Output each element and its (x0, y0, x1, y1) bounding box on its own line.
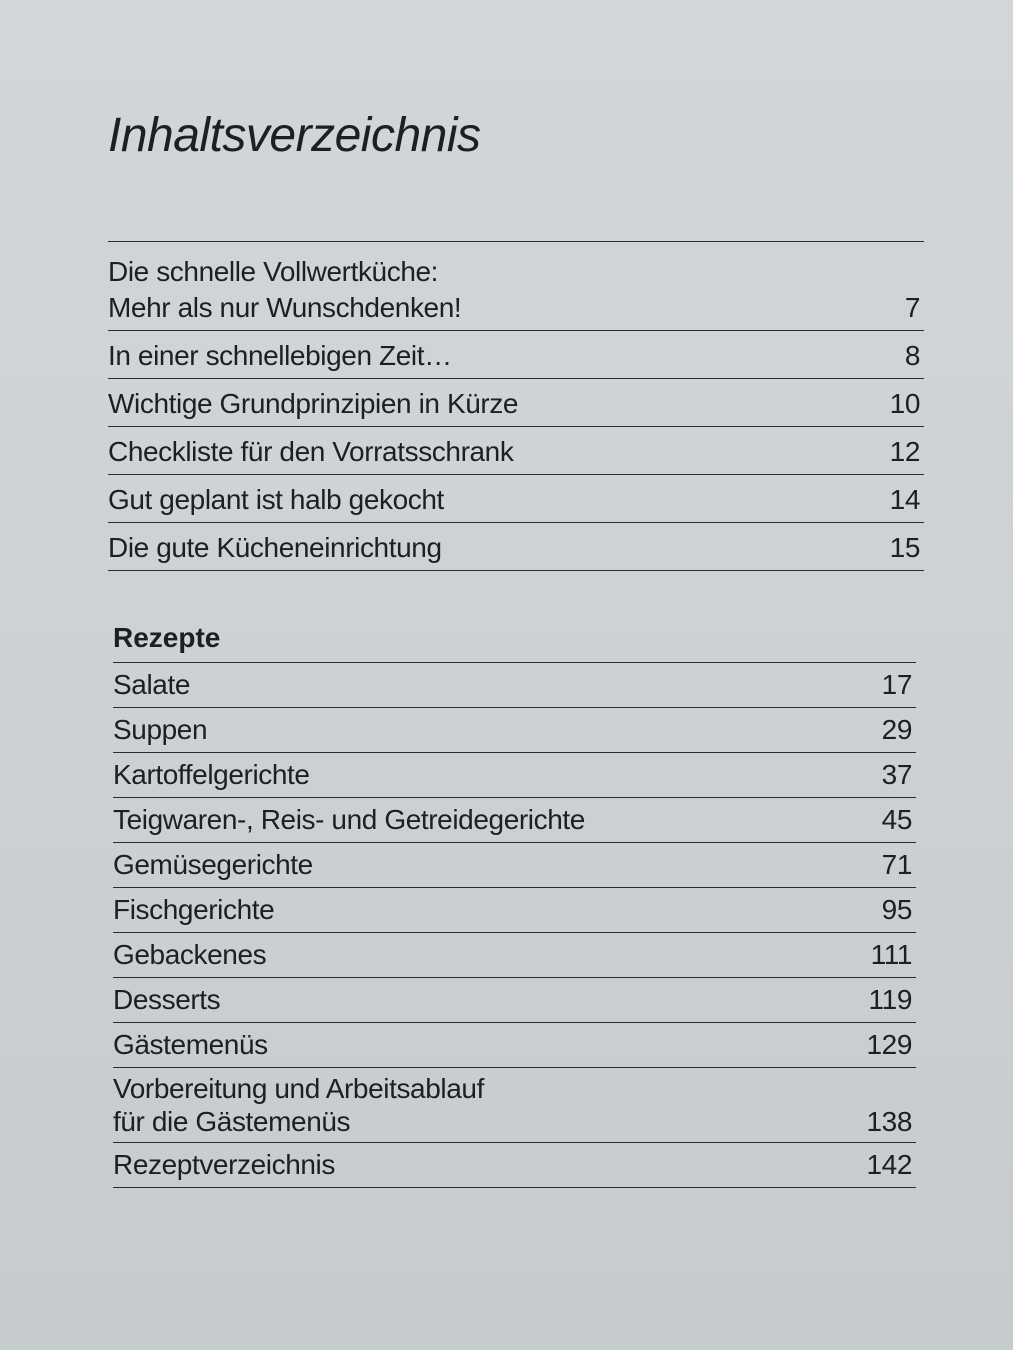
toc-label: Vorbereitung und Arbeitsablauf für die Gästemenüs (113, 1073, 484, 1137)
toc-page-number: 119 (868, 984, 912, 1015)
toc-page-number: 129 (866, 1029, 912, 1060)
intro-section (108, 241, 924, 571)
toc-page-number: 10 (889, 388, 920, 419)
toc-row (108, 523, 924, 571)
toc-page-number: 7 (904, 292, 920, 323)
toc-label: Salate (113, 669, 190, 700)
toc-page-number: 95 (881, 894, 912, 925)
toc-label: In einer schnellebigen Zeit… (108, 340, 452, 371)
toc-row (113, 888, 916, 933)
toc-row (108, 331, 924, 379)
toc-row (113, 708, 916, 753)
toc-row (113, 663, 916, 708)
toc-row (113, 933, 916, 978)
toc-page-number: 37 (881, 759, 912, 790)
toc-label: Kartoffelgerichte (113, 759, 310, 790)
toc-label: Die gute Kücheneinrichtung (108, 532, 442, 563)
page-title: Inhaltsverzeichnis (108, 109, 481, 162)
recipes-section (113, 614, 916, 1188)
toc-label: Gästemenüs (113, 1029, 268, 1060)
toc-label: Gebackenes (113, 939, 267, 970)
toc-row (108, 475, 924, 523)
toc-page-number: 142 (866, 1149, 912, 1180)
toc-row (108, 379, 924, 427)
toc-label: Rezeptverzeichnis (113, 1149, 335, 1180)
toc-page-number: 17 (881, 669, 912, 700)
toc-page-number: 71 (881, 849, 912, 880)
toc-page-number: 138 (866, 1106, 912, 1137)
toc-row (108, 427, 924, 475)
toc-row (113, 753, 916, 798)
toc-label: Teigwaren-, Reis- und Getreidegerichte (113, 804, 585, 835)
toc-label: Wichtige Grundprinzipien in Kürze (108, 388, 519, 419)
recipes-heading: Rezepte (113, 614, 916, 663)
toc-page-number: 29 (881, 714, 912, 745)
toc-row (113, 1023, 916, 1068)
toc-label: Gemüsegerichte (113, 849, 313, 880)
toc-page-number: 111 (870, 939, 912, 970)
toc-page-number: 45 (881, 804, 912, 835)
toc-label: Suppen (113, 714, 208, 745)
toc-row (113, 798, 916, 843)
toc-page-number: 12 (889, 436, 920, 467)
toc-row (113, 843, 916, 888)
toc-page-number: 15 (889, 532, 920, 563)
toc-row (113, 978, 916, 1023)
toc-label: Fischgerichte (113, 894, 275, 925)
toc-label: Gut geplant ist halb gekocht (108, 484, 444, 515)
toc-label: Desserts (113, 984, 221, 1015)
toc-page-number: 14 (889, 484, 920, 515)
toc-row (113, 1068, 916, 1143)
toc-row (113, 1143, 916, 1188)
toc-row (108, 242, 924, 331)
toc-label: Die schnelle Vollwertküche: Mehr als nur Wunschdenken! (108, 256, 462, 323)
toc-label: Checkliste für den Vorratsschrank (108, 436, 514, 467)
toc-page-number: 8 (904, 340, 920, 371)
